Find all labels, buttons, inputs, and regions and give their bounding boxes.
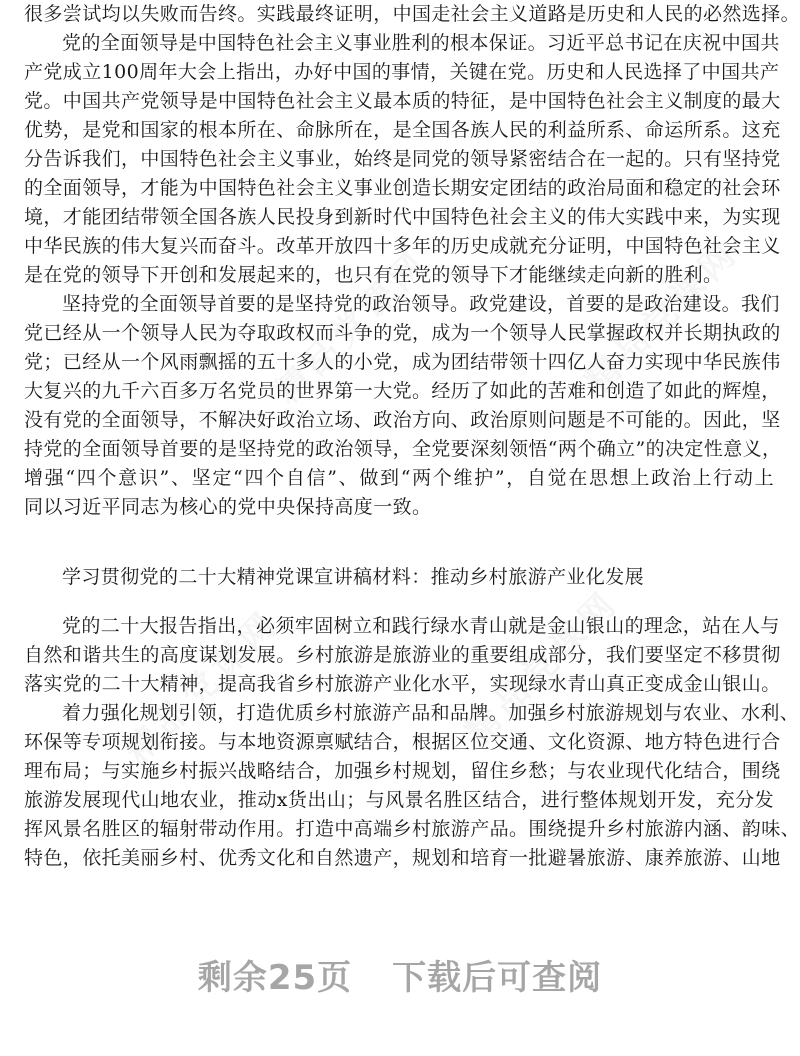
paragraph-line: 境，才能团结带领全国各族人民投身到新时代中国特色社会主义的伟大实践中来，为实现 <box>24 206 781 228</box>
paragraph-line: 分告诉我们，中国特色社会主义事业，始终是同党的领导紧密结合在一起的。只有坚持党 <box>24 148 781 170</box>
watermark: 精品党课网 <box>267 242 438 412</box>
paragraph-line: 党的全面领导是中国特色社会主义事业胜利的根本保证。习近平总书记在庆祝中国共 <box>62 32 780 54</box>
paragraph-line: 理布局；与实施乡村振兴战略结合，加强乡村规划，留住乡愁；与农业现代化结合，围绕 <box>24 760 781 782</box>
download-to-view-banner[interactable] <box>0 950 800 999</box>
paragraph-line: 同以习近平同志为核心的党中央保持高度一致。 <box>24 496 432 518</box>
paragraph-line: 持党的全面领导首要的是坚持党的政治领导，全党要深刻领悟“两个确立”的决定性意义， <box>24 438 782 460</box>
paragraph-line: 党。中国共产党领导是中国特色社会主义最本质的特征，是中国特色社会主义制度的最大 <box>24 90 781 112</box>
paragraph-line: 大复兴的九千六百多万名党员的世界第一大党。经历了如此的苦难和创造了如此的辉煌， <box>24 380 781 402</box>
paragraph-line: 坚持党的全面领导首要的是坚持党的政治领导。政党建设，首要的是政治建设。我们 <box>62 293 780 315</box>
paragraph-line: 增强“四个意识”、坚定“四个自信”、做到“两个维护”，自觉在思想上政治上行动上 <box>24 467 774 489</box>
paragraph-line: 是在党的领导下开创和发展起来的，也只有在党的领导下才能继续走向新的胜利。 <box>24 264 723 286</box>
download-prompt-label[interactable]: 下载后可查阅 <box>392 958 603 998</box>
paragraph-line: 党的二十大报告指出，必须牢固树立和践行绿水青山就是金山银山的理念，站在人与 <box>62 615 780 637</box>
paragraph-line: 落实党的二十大精神，提高我省乡村旅游产业化水平，实现绿水青山真正变成金山银山。 <box>24 673 781 695</box>
watermark: 精品党课网 <box>117 602 288 772</box>
paragraph-line: 党已经从一个领导人民为夺取政权而斗争的党，成为一个领导人民掌握政权并长期执政的 <box>24 322 781 344</box>
remaining-pages-label: 剩余25页 <box>197 958 353 998</box>
paragraph-line: 特色，依托美丽乡村、优秀文化和自然遗产，规划和培育一批避暑旅游、康养旅游、山地 <box>24 847 781 869</box>
paragraph-line: 没有党的全面领导，不解决好政治立场、政治方向、政治原则问题是不可能的。因此，坚 <box>24 409 781 431</box>
paragraph-line: 中华民族的伟大复兴而奋斗。改革开放四十多年的历史成就充分证明，中国特色社会主义 <box>24 235 781 257</box>
paragraph-line: 着力强化规划引领，打造优质乡村旅游产品和品牌。加强乡村旅游规划与农业、水利、 <box>62 702 800 724</box>
watermark: 精品党课网 <box>577 232 748 402</box>
section-title: 学习贯彻党的二十大精神党课宣讲稿材料：推动乡村旅游产业化发展 <box>62 566 645 588</box>
paragraph-line: 挥风景名胜区的辐射带动作用。打造中高端乡村旅游产品。围绕提升乡村旅游内涵、韵味、 <box>24 818 800 840</box>
watermark: 精品党课网 <box>457 582 628 752</box>
paragraph-line: 优势，是党和国家的根本所在、命脉所在，是全国各族人民的利益所系、命运所系。这充 <box>24 119 781 141</box>
paragraph-line: 的全面领导，才能为中国特色社会主义事业创造长期安定团结的政治局面和稳定的社会环 <box>24 177 781 199</box>
paragraph-line: 党；已经从一个风雨飘摇的五十多人的小党，成为团结带领十四亿人奋力实现中华民族伟 <box>24 351 781 373</box>
paragraph-line: 产党成立100周年大会上指出，办好中国的事情，关键在党。历史和人民选择了中国共产 <box>24 61 780 83</box>
paragraph-line: 环保等专项规划衔接。与本地资源禀赋结合，根据区位交通、文化资源、地方特色进行合 <box>24 731 781 753</box>
paragraph-line: 很多尝试均以失败而告终。实践最终证明，中国走社会主义道路是历史和人民的必然选择。 <box>24 3 800 25</box>
paragraph-line: 自然和谐共生的高度谋划发展。乡村旅游是旅游业的重要组成部分，我们要坚定不移贯彻 <box>24 644 781 666</box>
paragraph-line: 旅游发展现代山地农业，推动x货出山；与风景名胜区结合，进行整体规划开发，充分发 <box>24 789 774 811</box>
